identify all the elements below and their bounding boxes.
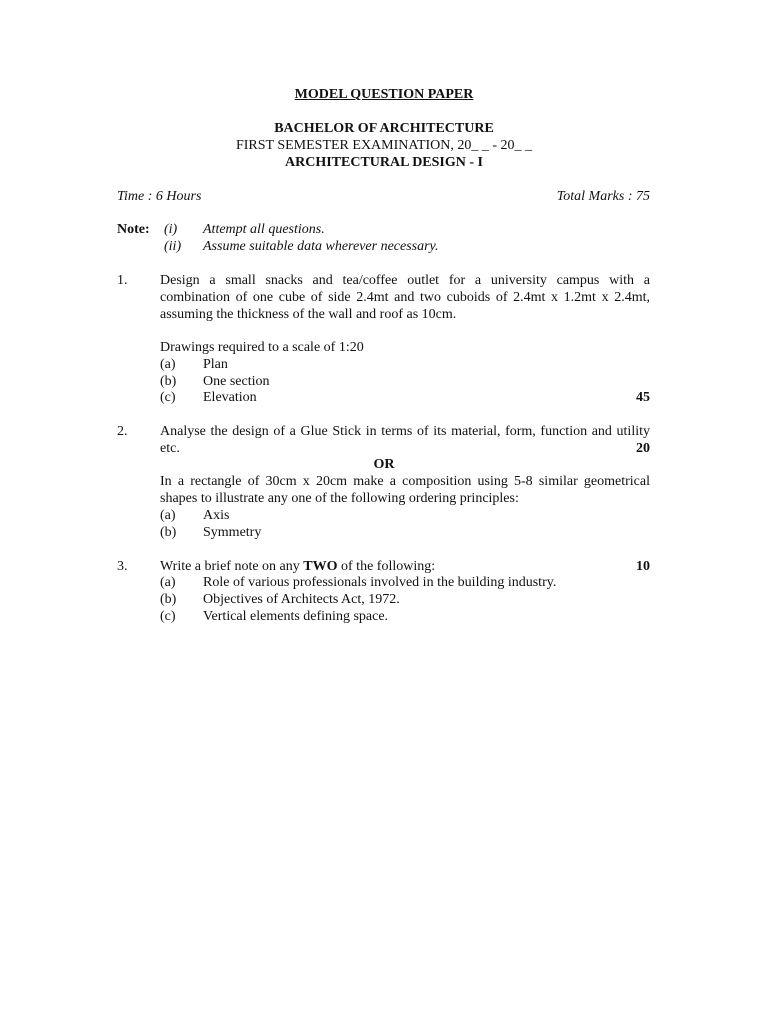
question-number: 3.: [117, 559, 128, 574]
question-emphasis: TWO: [303, 559, 338, 574]
question-marks: 10: [636, 559, 650, 574]
sub-item-text: Symmetry: [203, 525, 262, 540]
question-line: In a rectangle of 30cm x 20cm make a composition using 5-8 similar geometrical: [160, 474, 650, 489]
sub-item-label: (b): [160, 374, 177, 389]
sub-item-label: (b): [160, 525, 177, 540]
question-1-text: [160, 273, 650, 323]
sub-item-label: (a): [160, 575, 176, 590]
note-item-number: (i): [164, 222, 178, 237]
sub-item-text: Elevation: [203, 390, 257, 405]
question-marks: 45: [636, 390, 650, 405]
note-item-text: Attempt all questions.: [203, 222, 325, 237]
note-item-number: (ii): [164, 239, 182, 254]
question-line: combination of one cube of side 2.4mt and two cuboids of 2.4mt x 1.2mt x 2.4mt,: [160, 289, 650, 305]
sub-item-label: (a): [160, 508, 176, 523]
question-line: Design a small snacks and tea/coffee outlet for a university campus with a: [160, 273, 650, 288]
question-line: Analyse the design of a Glue Stick in terms of its material, form, function and utility: [160, 424, 650, 439]
question-2-text: [160, 424, 650, 458]
sub-item-text: Axis: [203, 508, 230, 523]
drawings-intro: Drawings required to a scale of 1:20: [160, 340, 364, 355]
subject-title: ARCHITECTURAL DESIGN - I: [285, 155, 483, 170]
sub-item-text: Role of various professionals involved in the building industry.: [203, 575, 557, 590]
sub-item-text: Objectives of Architects Act, 1972.: [203, 592, 400, 607]
question-number: 1.: [117, 273, 128, 288]
total-marks: Total Marks : 75: [556, 189, 650, 204]
question-line: etc.: [160, 440, 180, 456]
sub-item-text: One section: [203, 374, 270, 389]
question-line: shapes to illustrate any one of the following ordering principles:: [160, 490, 519, 506]
question-line: assuming the thickness of the wall and roof as 10cm.: [160, 306, 457, 322]
degree-title: BACHELOR OF ARCHITECTURE: [274, 121, 494, 136]
question-prefix: Write a brief note on any: [160, 559, 304, 574]
note-label: Note:: [117, 222, 150, 237]
question-2-alternative-text: [160, 474, 650, 508]
sub-item-label: (a): [160, 357, 176, 372]
note-item-text: Assume suitable data wherever necessary.: [203, 239, 439, 254]
sub-item-label: (c): [160, 609, 176, 624]
sub-item-label: (b): [160, 592, 177, 607]
question-marks: 20: [636, 441, 650, 456]
exam-line: FIRST SEMESTER EXAMINATION, 20_ _ - 20_ _: [235, 138, 533, 153]
sub-item-label: (c): [160, 390, 176, 405]
time-allowed: Time : 6 Hours: [117, 189, 202, 204]
sub-item-text: Plan: [203, 357, 228, 372]
paper-title: MODEL QUESTION PAPER: [294, 87, 474, 102]
or-separator: OR: [373, 457, 395, 472]
sub-item-text: Vertical elements defining space.: [203, 609, 389, 624]
question-suffix: of the following:: [337, 559, 436, 574]
question-3-text: [160, 559, 435, 575]
question-number: 2.: [117, 424, 128, 439]
